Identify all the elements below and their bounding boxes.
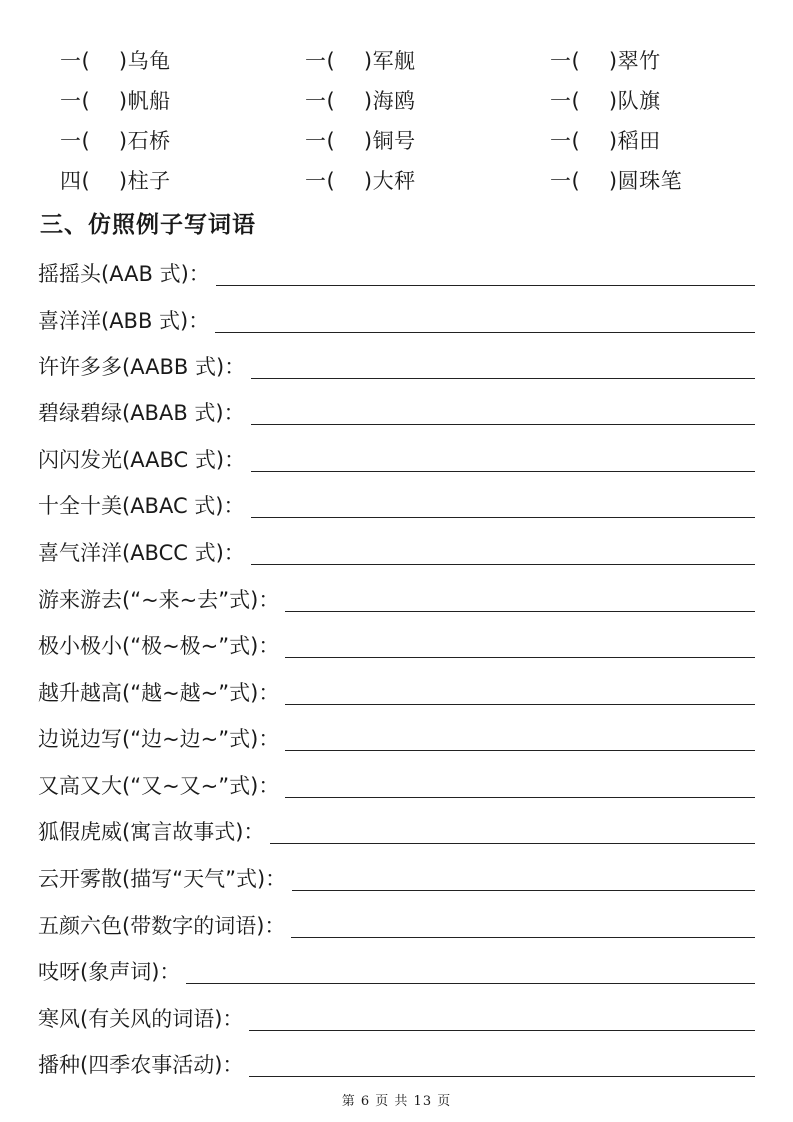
measure-word-item: 一( )帆船 — [60, 89, 171, 113]
answer-line[interactable] — [186, 982, 755, 984]
exercise-row — [38, 770, 755, 800]
answer-line[interactable] — [291, 936, 755, 938]
measure-word-item: 一( )铜号 — [305, 129, 416, 153]
exercise-prompt: 边说边写(“边~边~”式)： — [38, 727, 280, 751]
exercise-prompt: 云开雾散(描写“天气”式)： — [38, 867, 287, 891]
exercise-prompt: 十全十美(ABAC 式)： — [38, 494, 245, 518]
exercise-row — [38, 1003, 755, 1033]
answer-line[interactable] — [270, 842, 755, 844]
exercise-row — [38, 537, 755, 567]
exercise-row — [38, 630, 755, 660]
measure-word-item: 一( )队旗 — [550, 89, 661, 113]
exercise-row — [38, 677, 755, 707]
measure-word-item: 一( )军舰 — [305, 49, 416, 73]
exercise-prompt: 越升越高(“越~越~”式)： — [38, 681, 280, 705]
answer-line[interactable] — [249, 1075, 755, 1077]
exercise-prompt: 游来游去(“~来~去”式)： — [38, 588, 280, 612]
measure-word-item: 一( )乌龟 — [60, 49, 171, 73]
answer-line[interactable] — [285, 749, 755, 751]
measure-word-item: 一( )大秤 — [305, 169, 416, 193]
measure-word-item: 一( )翠竹 — [550, 49, 661, 73]
exercise-prompt: 摇摇头(AAB 式)： — [38, 262, 210, 286]
answer-line[interactable] — [251, 377, 755, 379]
answer-line[interactable] — [251, 516, 756, 518]
exercise-prompt: 寒风(有关风的词语)： — [38, 1007, 244, 1031]
exercise-row — [38, 305, 755, 335]
answer-line[interactable] — [285, 703, 755, 705]
section-title: 三、仿照例子写词语 — [40, 212, 256, 238]
answer-line[interactable] — [216, 284, 755, 286]
answer-line[interactable] — [292, 889, 755, 891]
page-footer: 第 6 页 共 13 页 — [341, 1094, 452, 1109]
answer-line[interactable] — [251, 563, 755, 565]
exercise-row — [38, 1049, 755, 1079]
exercise-row — [38, 816, 755, 846]
measure-word-item: 一( )石桥 — [60, 129, 171, 153]
exercise-row — [38, 956, 755, 986]
exercise-row — [38, 723, 755, 753]
measure-word-item: 一( )海鸥 — [305, 89, 416, 113]
exercise-row — [38, 351, 755, 381]
exercise-row — [38, 444, 755, 474]
exercise-row — [38, 910, 755, 940]
exercise-prompt: 极小极小(“极~极~”式)： — [38, 634, 280, 658]
exercise-row — [38, 397, 755, 427]
exercise-row — [38, 584, 755, 614]
answer-line[interactable] — [251, 423, 755, 425]
answer-line[interactable] — [285, 656, 755, 658]
exercise-prompt: 播种(四季农事活动)： — [38, 1053, 244, 1077]
exercise-prompt: 又高又大(“又~又~”式)： — [38, 774, 280, 798]
exercise-prompt: 闪闪发光(AABC 式)： — [38, 448, 246, 472]
exercise-prompt: 五颜六色(带数字的词语)： — [38, 914, 286, 938]
measure-word-item: 一( )稻田 — [550, 129, 661, 153]
measure-word-item: 四( )柱子 — [60, 169, 171, 193]
answer-line[interactable] — [251, 470, 755, 472]
answer-line[interactable] — [285, 610, 755, 612]
exercise-row — [38, 863, 755, 893]
exercise-prompt: 喜洋洋(ABB 式)： — [38, 309, 210, 333]
exercise-prompt: 许许多多(AABB 式)： — [38, 355, 246, 379]
exercise-row — [38, 490, 755, 520]
measure-word-item: 一( )圆珠笔 — [550, 169, 683, 193]
answer-line[interactable] — [249, 1029, 755, 1031]
exercise-row — [38, 258, 755, 288]
exercise-prompt: 狐假虎威(寓言故事式)： — [38, 820, 265, 844]
exercise-prompt: 喜气洋洋(ABCC 式)： — [38, 541, 245, 565]
answer-line[interactable] — [215, 331, 755, 333]
measure-word-grid — [0, 0, 793, 200]
answer-line[interactable] — [285, 796, 755, 798]
exercise-prompt: 碧绿碧绿(ABAB 式)： — [38, 401, 245, 425]
exercise-prompt: 吱呀(象声词)： — [38, 960, 181, 984]
